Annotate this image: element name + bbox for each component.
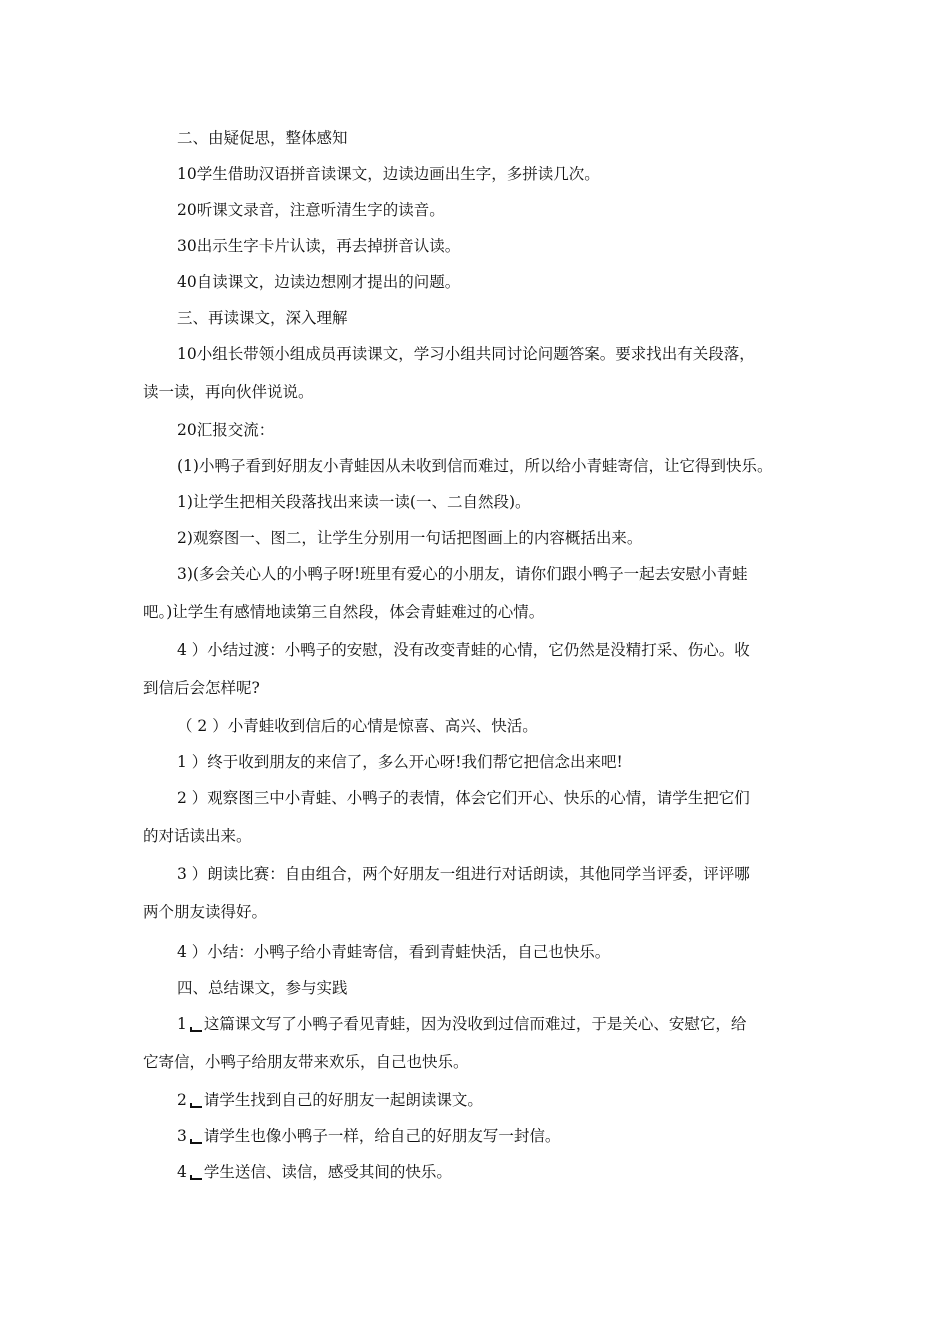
paragraph: 30出示生字卡片认读，再去掉拼音认读。 — [177, 237, 461, 255]
paragraph: 1)让学生把相关段落找出来读一读(一、二自然段)。 — [177, 493, 531, 511]
paragraph: 2 ）观察图三中小青蛙、小鸭子的表情，体会它们开心、快乐的心情，请学生把它们 — [177, 789, 750, 807]
list-marker-icon — [190, 1106, 202, 1108]
paragraph-continuation: 它寄信，小鸭子给朋友带来欢乐，自己也快乐。 — [143, 1053, 469, 1071]
paragraph-continuation: 的对话读出来。 — [143, 827, 252, 845]
paragraph: 2)观察图一、图二，让学生分别用一句话把图画上的内容概括出来。 — [177, 529, 643, 547]
paragraph: 3 ）朗读比赛：自由组合，两个好朋友一组进行对话朗读，其他同学当评委，评评哪 — [177, 865, 750, 883]
paragraph: 4 ）小结过渡：小鸭子的安慰，没有改变青蛙的心情，它仍然是没精打采、伤心。收 — [177, 641, 750, 659]
list-marker-icon — [190, 1030, 202, 1032]
paragraph-continuation: 两个朋友读得好。 — [143, 903, 268, 921]
numbered-item: 2 请学生找到自己的好朋友一起朗读课文。 — [177, 1091, 483, 1109]
item-number: 1 — [177, 1015, 187, 1033]
paragraph-continuation: 吧。)让学生有感情地读第三自然段，体会青蛙难过的心情。 — [143, 603, 545, 621]
numbered-item: 4 学生送信、读信，感受其间的快乐。 — [177, 1163, 452, 1181]
paragraph: 20汇报交流： — [177, 421, 275, 439]
paragraph: （ 2 ）小青蛙收到信后的心情是惊喜、高兴、快活。 — [177, 717, 538, 735]
paragraph-continuation: 读一读，再向伙伴说说。 — [143, 383, 314, 401]
paragraph: 10小组长带领小组成员再读课文，学习小组共同讨论问题答案。要求找出有关段落， — [177, 345, 755, 363]
paragraph: 3)(多会关心人的小鸭子呀!班里有爱心的小朋友，请你们跟小鸭子一起去安慰小青蛙 — [177, 565, 748, 583]
list-marker-icon — [190, 1178, 202, 1180]
paragraph: 40自读课文，边读边想刚才提出的问题。 — [177, 273, 461, 291]
list-marker-icon — [190, 1142, 202, 1144]
section-heading-2: 二、由疑促思，整体感知 — [177, 129, 348, 147]
numbered-item: 3 请学生也像小鸭子一样，给自己的好朋友写一封信。 — [177, 1127, 561, 1145]
paragraph-continuation: 到信后会怎样呢? — [143, 679, 260, 697]
item-number: 3 — [177, 1127, 187, 1145]
paragraph: 10学生借助汉语拼音读课文，边读边画出生字，多拼读几次。 — [177, 165, 600, 183]
item-number: 4 — [177, 1163, 187, 1181]
numbered-item: 1 这篇课文写了小鸭子看见青蛙，因为没收到过信而难过，于是关心、安慰它，给 — [177, 1015, 747, 1033]
paragraph: 20听课文录音，注意听清生字的读音。 — [177, 201, 445, 219]
item-number: 2 — [177, 1091, 187, 1109]
section-heading-4: 四、总结课文，参与实践 — [177, 979, 348, 997]
section-heading-3: 三、再读课文，深入理解 — [177, 309, 348, 327]
paragraph: 1 ）终于收到朋友的来信了，多么开心呀!我们帮它把信念出来吧! — [177, 753, 623, 771]
paragraph: 4 ）小结：小鸭子给小青蛙寄信，看到青蛙快活，自己也快乐。 — [177, 943, 611, 961]
paragraph: (1)小鸭子看到好朋友小青蛙因从未收到信而难过，所以给小青蛙寄信，让它得到快乐。 — [177, 457, 773, 475]
